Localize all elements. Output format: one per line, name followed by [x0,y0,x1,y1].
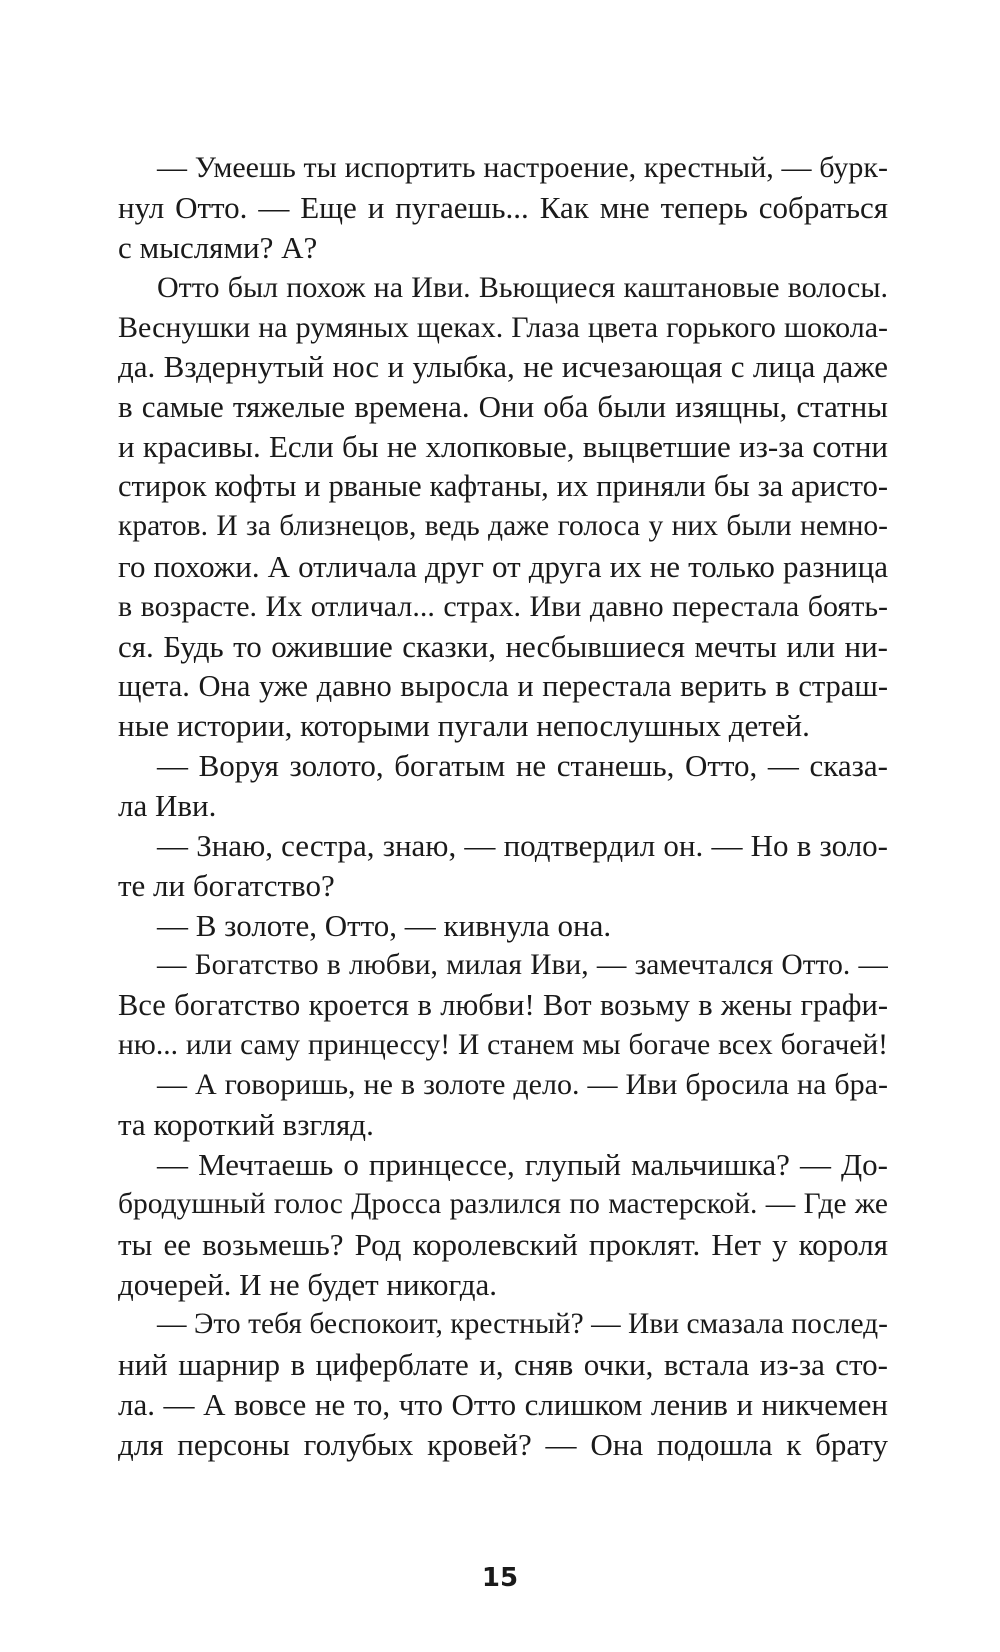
text-line: для персоны голубых кровей? — Она подошла к брату [118,1426,888,1462]
text-line: Все богатство кроется в любви! Вот возьму в жены графи- [118,987,888,1022]
text-line: нул Отто. — Еще и пугаешь... Как мне теперь собраться [118,189,888,225]
text-line: Веснушки на румяных щеках. Глаза цвета горького шокола- [118,310,888,344]
text-line: стирок кофты и рваные кафтаны, их приняли бы за аристо- [118,469,888,504]
text-line: — В золоте, Отто, — кивнула она. [157,907,612,943]
text-line: го похожи. А отличала друг от друга их не только разница [118,548,888,584]
text-line: ню... или саму принцессу! И станем мы богаче всех богачей! [118,1028,888,1061]
text-line: ся. Будь то ожившие сказки, несбывшиеся мечты или ни- [118,628,888,664]
text-line: — Знаю, сестра, знаю, — подтвердил он. — Но в золо- [157,828,888,864]
page-number: 15 [481,1563,519,1593]
text-line: ла Иви. [118,788,217,824]
text-line: и красивы. Если бы не хлопковые, выцветшие из-за сотни [118,429,888,465]
text-line: ные истории, которыми пугали непослушных детей. [118,708,810,744]
text-line: с мыслями? А? [118,229,318,265]
text-line: в самые тяжелые времена. Они оба были изящны, статны [118,389,888,425]
text-line: — Мечтаешь о принцессе, глупый мальчишка? — До- [157,1147,888,1183]
text-line: — Это тебя беспокоит, крестный? — Иви смазала послед- [157,1307,888,1340]
text-line: щета. Она уже давно выросла и перестала верить в страш- [118,668,888,703]
text-line: — Богатство в любви, милая Иви, — замечтался Отто. — [157,948,888,981]
text-line: бродушный голос Дросса разлился по мастерской. — Где же [118,1188,888,1221]
text-line: — Умеешь ты испортить настроение, крестный, — бурк- [157,151,888,184]
text-line: Отто был похож на Иви. Вьющиеся каштановые волосы. [157,270,888,304]
body-text [118,148,888,1464]
text-line: — Воруя золото, богатым не станешь, Отто, — сказа- [157,748,888,784]
text-line: в возрасте. Их отличал... страх. Иви давно перестала боять- [118,589,888,623]
text-line: та короткий взгляд. [118,1107,374,1143]
text-line: кратов. И за близнецов, ведь даже голоса у них были немно- [118,510,888,543]
text-line: те ли богатство? [118,868,335,904]
text-line: дочерей. И не будет никогда. [118,1266,497,1302]
text-line: — А говоришь, не в золоте дело. — Иви бросила на бра- [157,1068,888,1102]
text-line: да. Вздернутый нос и улыбка, не исчезающая с лица даже [118,349,888,385]
text-line: ла. — А вовсе не то, что Отто слишком ленив и никчемен [118,1386,888,1422]
text-line: ты ее возьмешь? Род королевский проклят. Нет у короля [118,1227,888,1263]
text-line: ний шарнир в циферблате и, сняв очки, встала из-за сто- [118,1346,888,1382]
